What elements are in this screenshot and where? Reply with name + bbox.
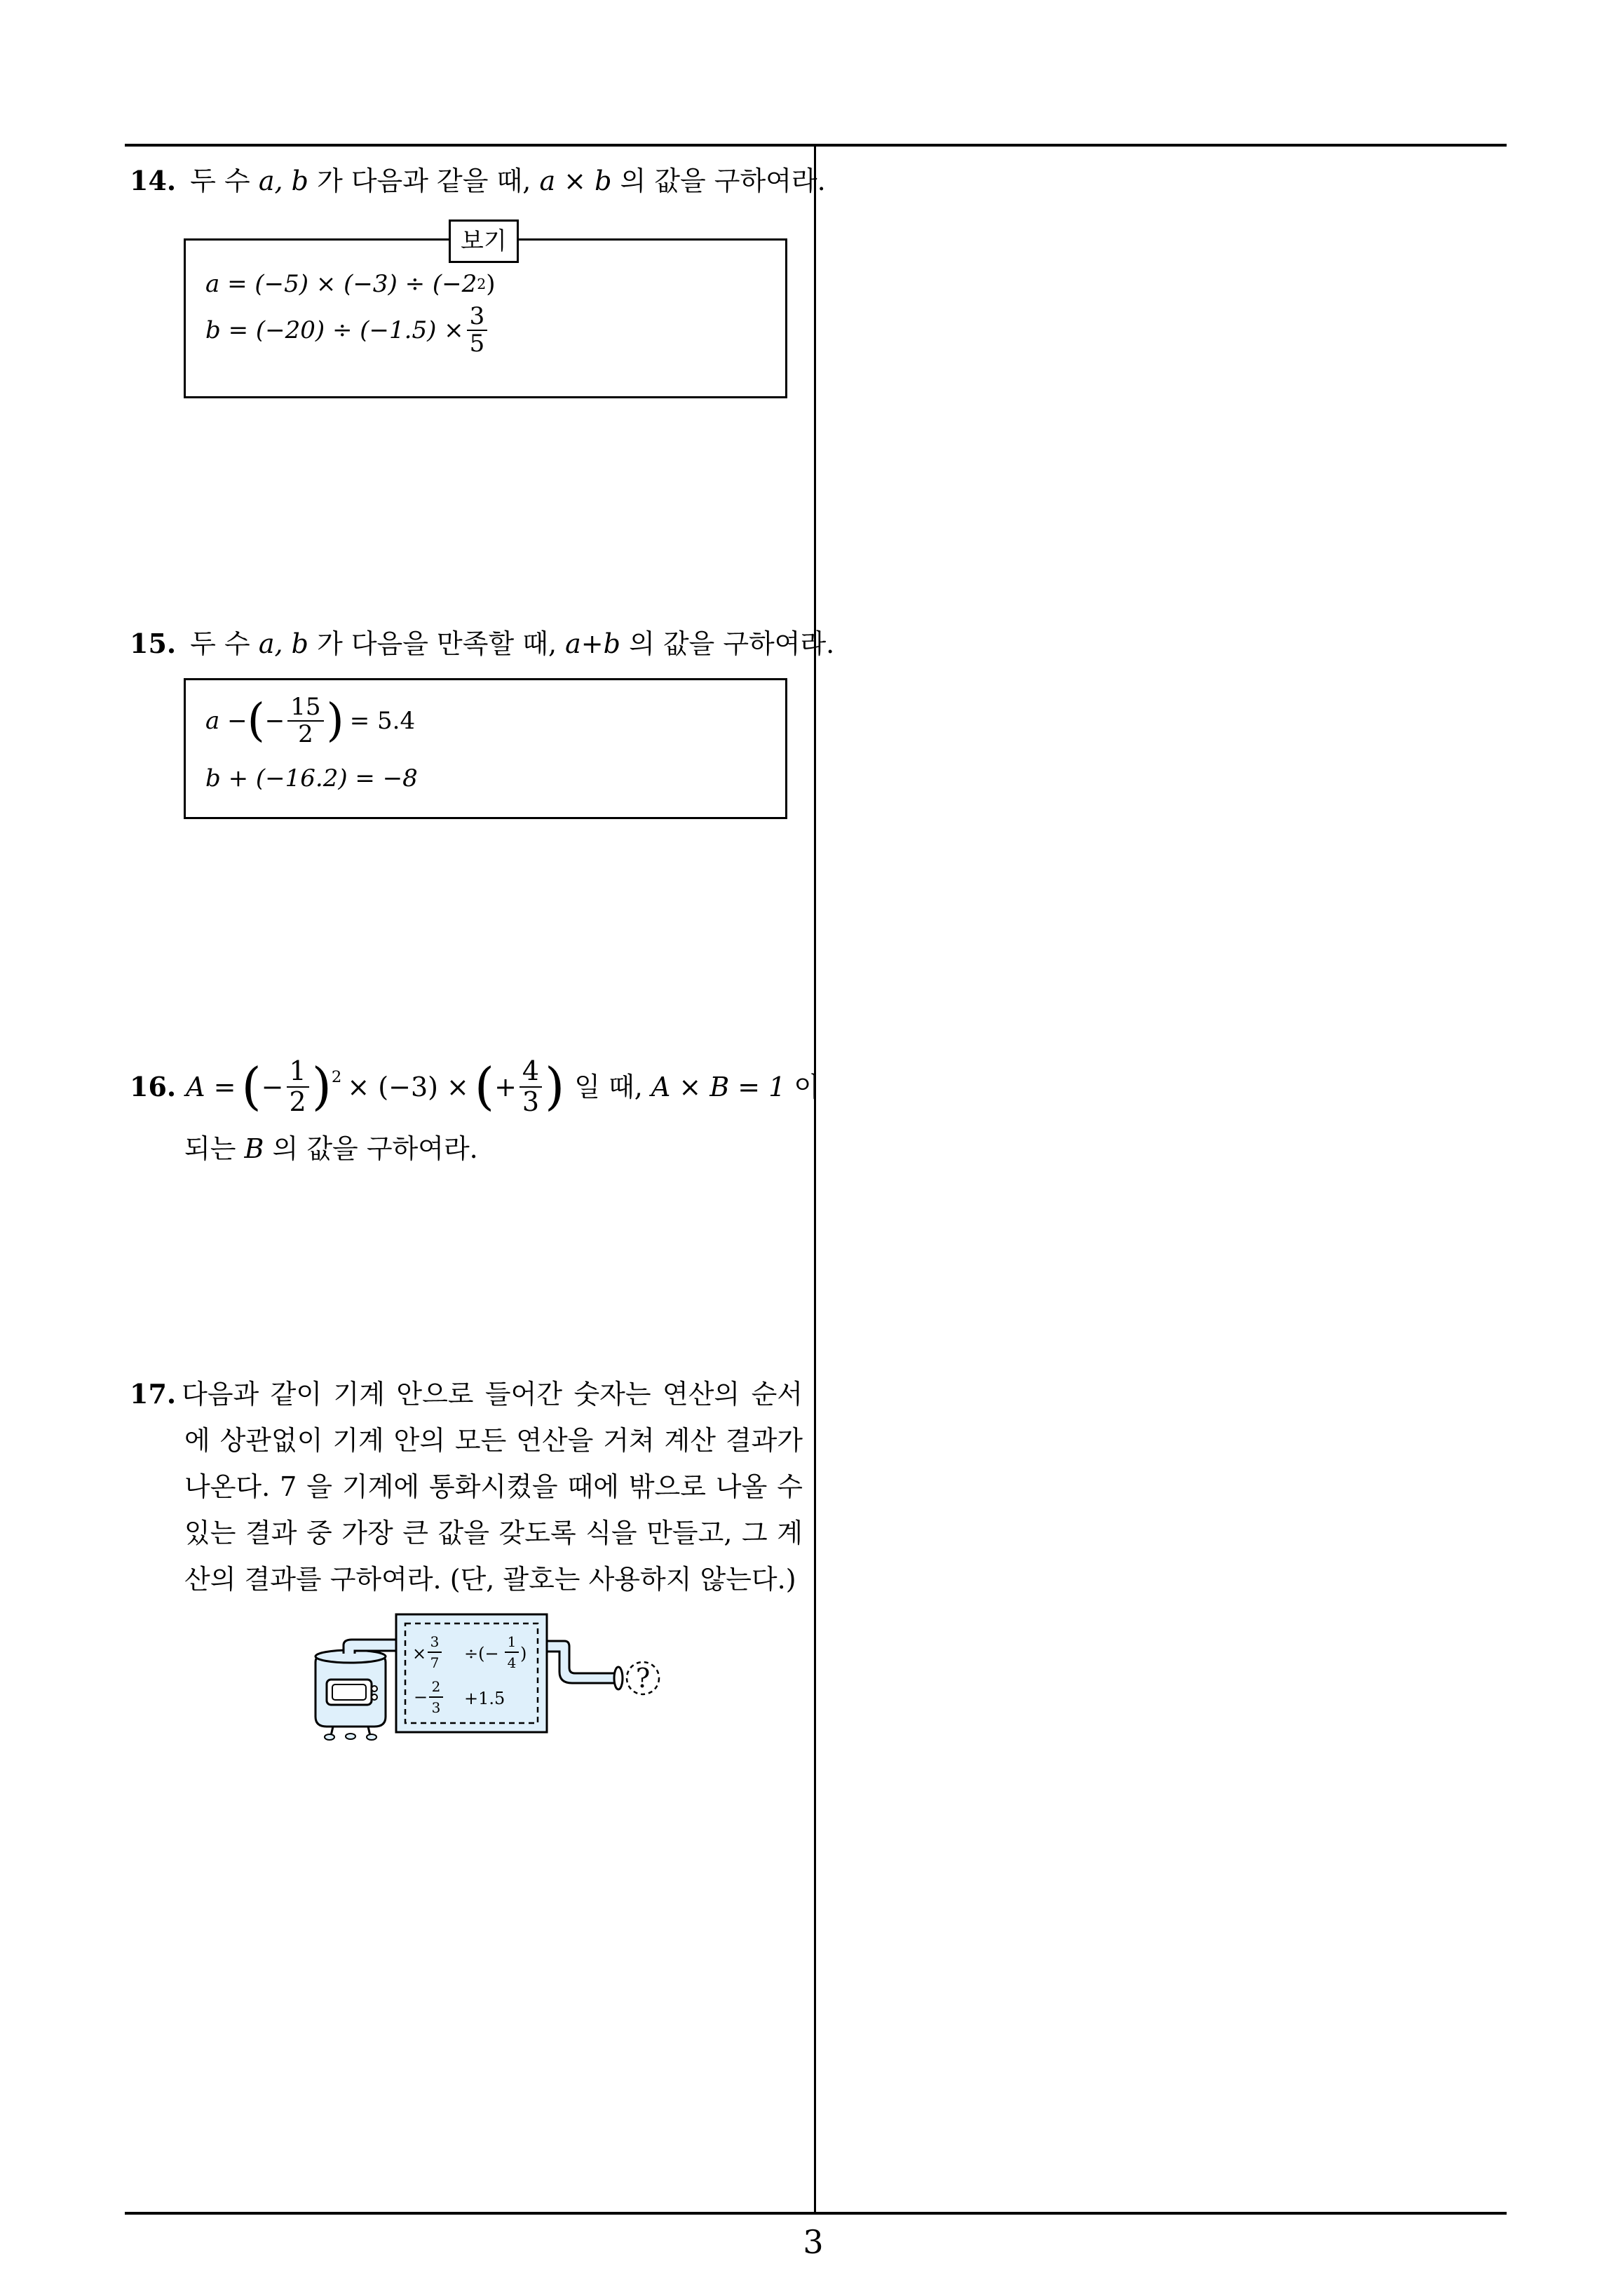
svg-text:÷(−: ÷(−: [464, 1644, 499, 1663]
problem-17-line-5: 산의 결과를 구하여라. (단, 괄호는 사용하지 않는다.): [184, 1564, 796, 1595]
svg-text:3: 3: [431, 1699, 441, 1716]
problem-15-condition-box: [184, 678, 787, 819]
fraction: $\frac{4}{3}$: [520, 1057, 542, 1117]
problem-17-line-3: 나온다. 7 을 기계에 통화시켰을 때에 밖으로 나올 수: [184, 1471, 803, 1502]
equation-b: b = (−20) ÷ (−1.5) × $\frac{3}{5}$: [205, 304, 490, 358]
problem-14-statement: 14. 두 수 a, b 가 다음과 같을 때, a × b 의 값을 구하여라.: [130, 165, 826, 196]
problem-number: 14.: [130, 165, 177, 196]
problem-16-line-2: 되는 B 의 값을 구하여라.: [184, 1133, 478, 1164]
equation-a: a = (−5) × (−3) ÷ (−2 2 ): [205, 270, 496, 298]
machine-box: [396, 1614, 547, 1732]
column-divider: [814, 144, 816, 2213]
problem-16: [130, 1048, 820, 1172]
svg-text:2: 2: [431, 1678, 441, 1695]
problem-17-line-4: 있는 결과 중 가장 큰 값을 갖도록 식을 만들고, 그 계: [184, 1518, 803, 1548]
equation-a: a − ( − $\frac{15}{2}$ ) = 5.4: [205, 693, 416, 749]
page-number: 3: [803, 2223, 824, 2261]
fraction: $\frac{3}{5}$: [467, 304, 488, 358]
problem-number: 16.: [130, 1071, 177, 1102]
input-pot-icon: [315, 1650, 386, 1740]
output-question-mark: ?: [635, 1663, 651, 1694]
problem-14: [130, 158, 826, 204]
problem-17-line-2: 에 상관없이 기계 안의 모든 연산을 거쳐 계산 결과가: [184, 1425, 803, 1456]
problem-14-example-box: [184, 227, 787, 398]
svg-text:): ): [520, 1644, 527, 1663]
svg-text:7: 7: [430, 1654, 440, 1671]
problem-16-line-1: 16. A = ( − $\frac{1}{2}$ ) 2 × (−3) × ( + $\frac{4}{3}$ ) 일 때, A × B = 1 이: [130, 1055, 820, 1117]
problem-15: [130, 621, 835, 667]
problem-number: 17.: [130, 1378, 177, 1410]
svg-text:4: 4: [507, 1654, 517, 1671]
svg-text:−: −: [414, 1687, 428, 1707]
problem-17-line-1: 17. 다음과 같이 기계 안으로 들어간 숫자는 연산의 순서: [130, 1371, 803, 1417]
equation-b: b + (−16.2) = −8: [205, 764, 418, 792]
svg-text:3: 3: [430, 1633, 440, 1650]
svg-text:1: 1: [507, 1633, 517, 1650]
fraction: $\frac{1}{2}$: [287, 1057, 309, 1117]
svg-text:×: ×: [412, 1644, 427, 1663]
problem-number: 15.: [130, 628, 177, 659]
calculation-machine-illustration: [301, 1613, 694, 1746]
output-pipe: [547, 1641, 616, 1683]
bottom-rule: [125, 2212, 1507, 2215]
problem-15-statement: 15. 두 수 a, b 가 다음을 만족할 때, a+b 의 값을 구하여라.: [130, 628, 835, 659]
problem-17: [130, 1371, 803, 1602]
fraction: $\frac{15}{2}$: [287, 694, 323, 748]
example-label: 보기: [449, 220, 519, 263]
input-pipe: [344, 1640, 396, 1654]
operation-plus-1-5: +1.5: [464, 1689, 505, 1708]
